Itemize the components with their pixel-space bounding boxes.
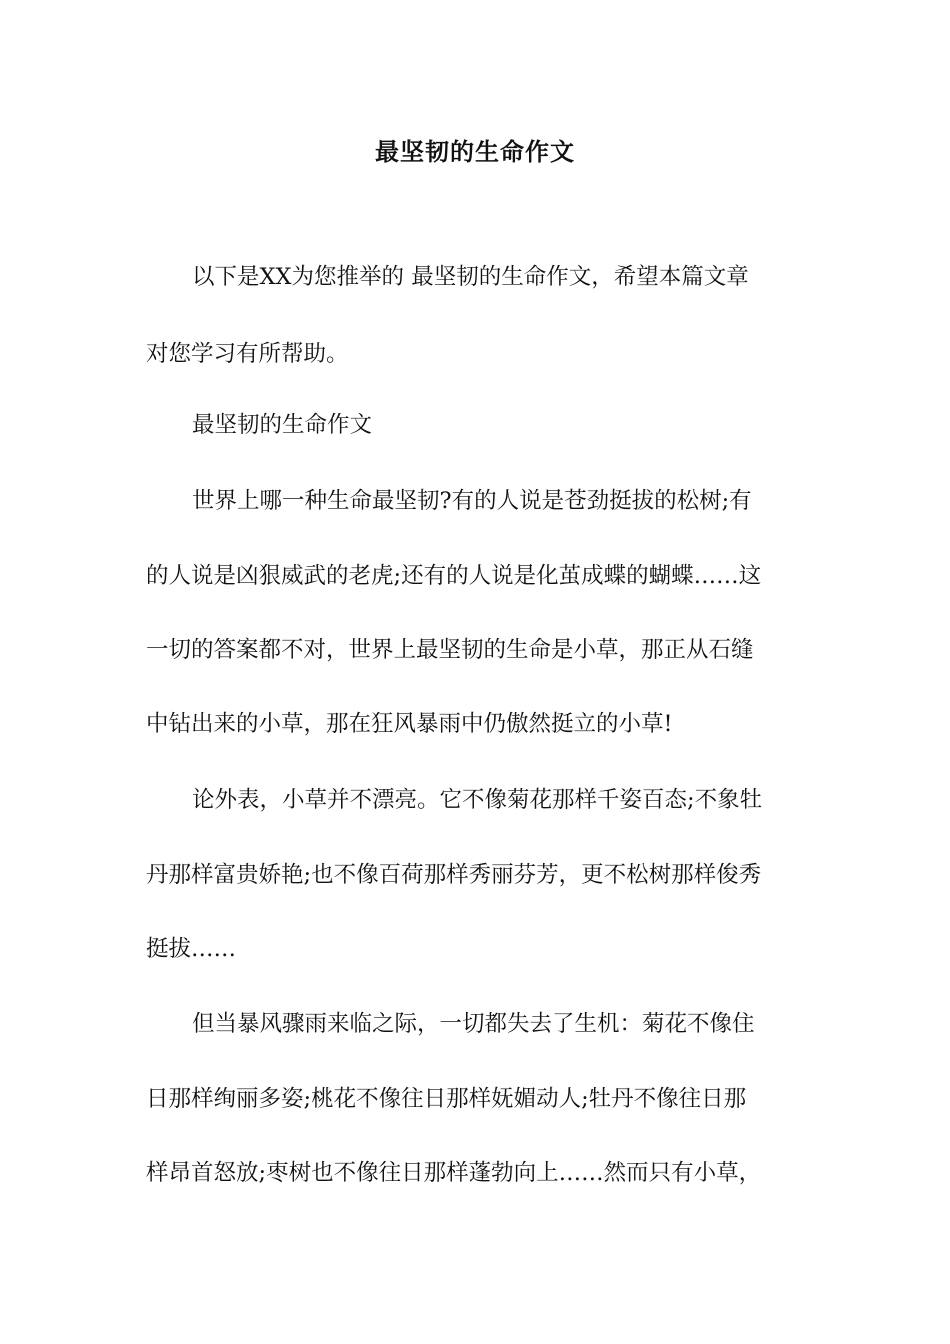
paragraph-line: 对您学习有所帮助。 — [146, 341, 349, 367]
paragraph-line: 丹那样富贵娇艳;也不像百荷那样秀丽芬芳，更不松树那样俊秀 — [146, 862, 762, 888]
paragraph-line: 世界上哪一种生命最坚韧?有的人说是苍劲挺拔的松树;有 — [192, 488, 752, 514]
paragraph-line: 论外表，小草并不漂亮。它不像菊花那样千姿百态;不象牡 — [192, 787, 763, 813]
paragraph-line: 最坚韧的生命作文 — [192, 412, 373, 438]
paragraph-line: 挺拔…… — [146, 936, 237, 962]
paragraph-line: 以下是XX为您推举的 最坚韧的生命作文，希望本篇文章 — [192, 264, 749, 290]
paragraph-line: 但当暴风骤雨来临之际，一切都失去了生机：菊花不像住 — [192, 1011, 755, 1037]
paragraph-line: 的人说是凶狠威武的老虎;还有的人说是化茧成蝶的蝴蝶……这 — [146, 563, 762, 589]
paragraph-line: 中钻出来的小草，那在狂风暴雨中仍傲然挺立的小草! — [146, 711, 673, 737]
paragraph-line: 样昂首怒放;枣树也不像往日那样蓬勃向上……然而只有小草， — [146, 1160, 762, 1186]
paragraph-line: 一切的答案都不对，世界上最坚韧的生命是小草，那正从石缝 — [146, 637, 754, 663]
document-title: 最坚韧的生命作文 — [375, 137, 575, 166]
paragraph-line: 日那样绚丽多姿;桃花不像往日那样妩媚动人;牡丹不像往日那 — [146, 1086, 747, 1112]
